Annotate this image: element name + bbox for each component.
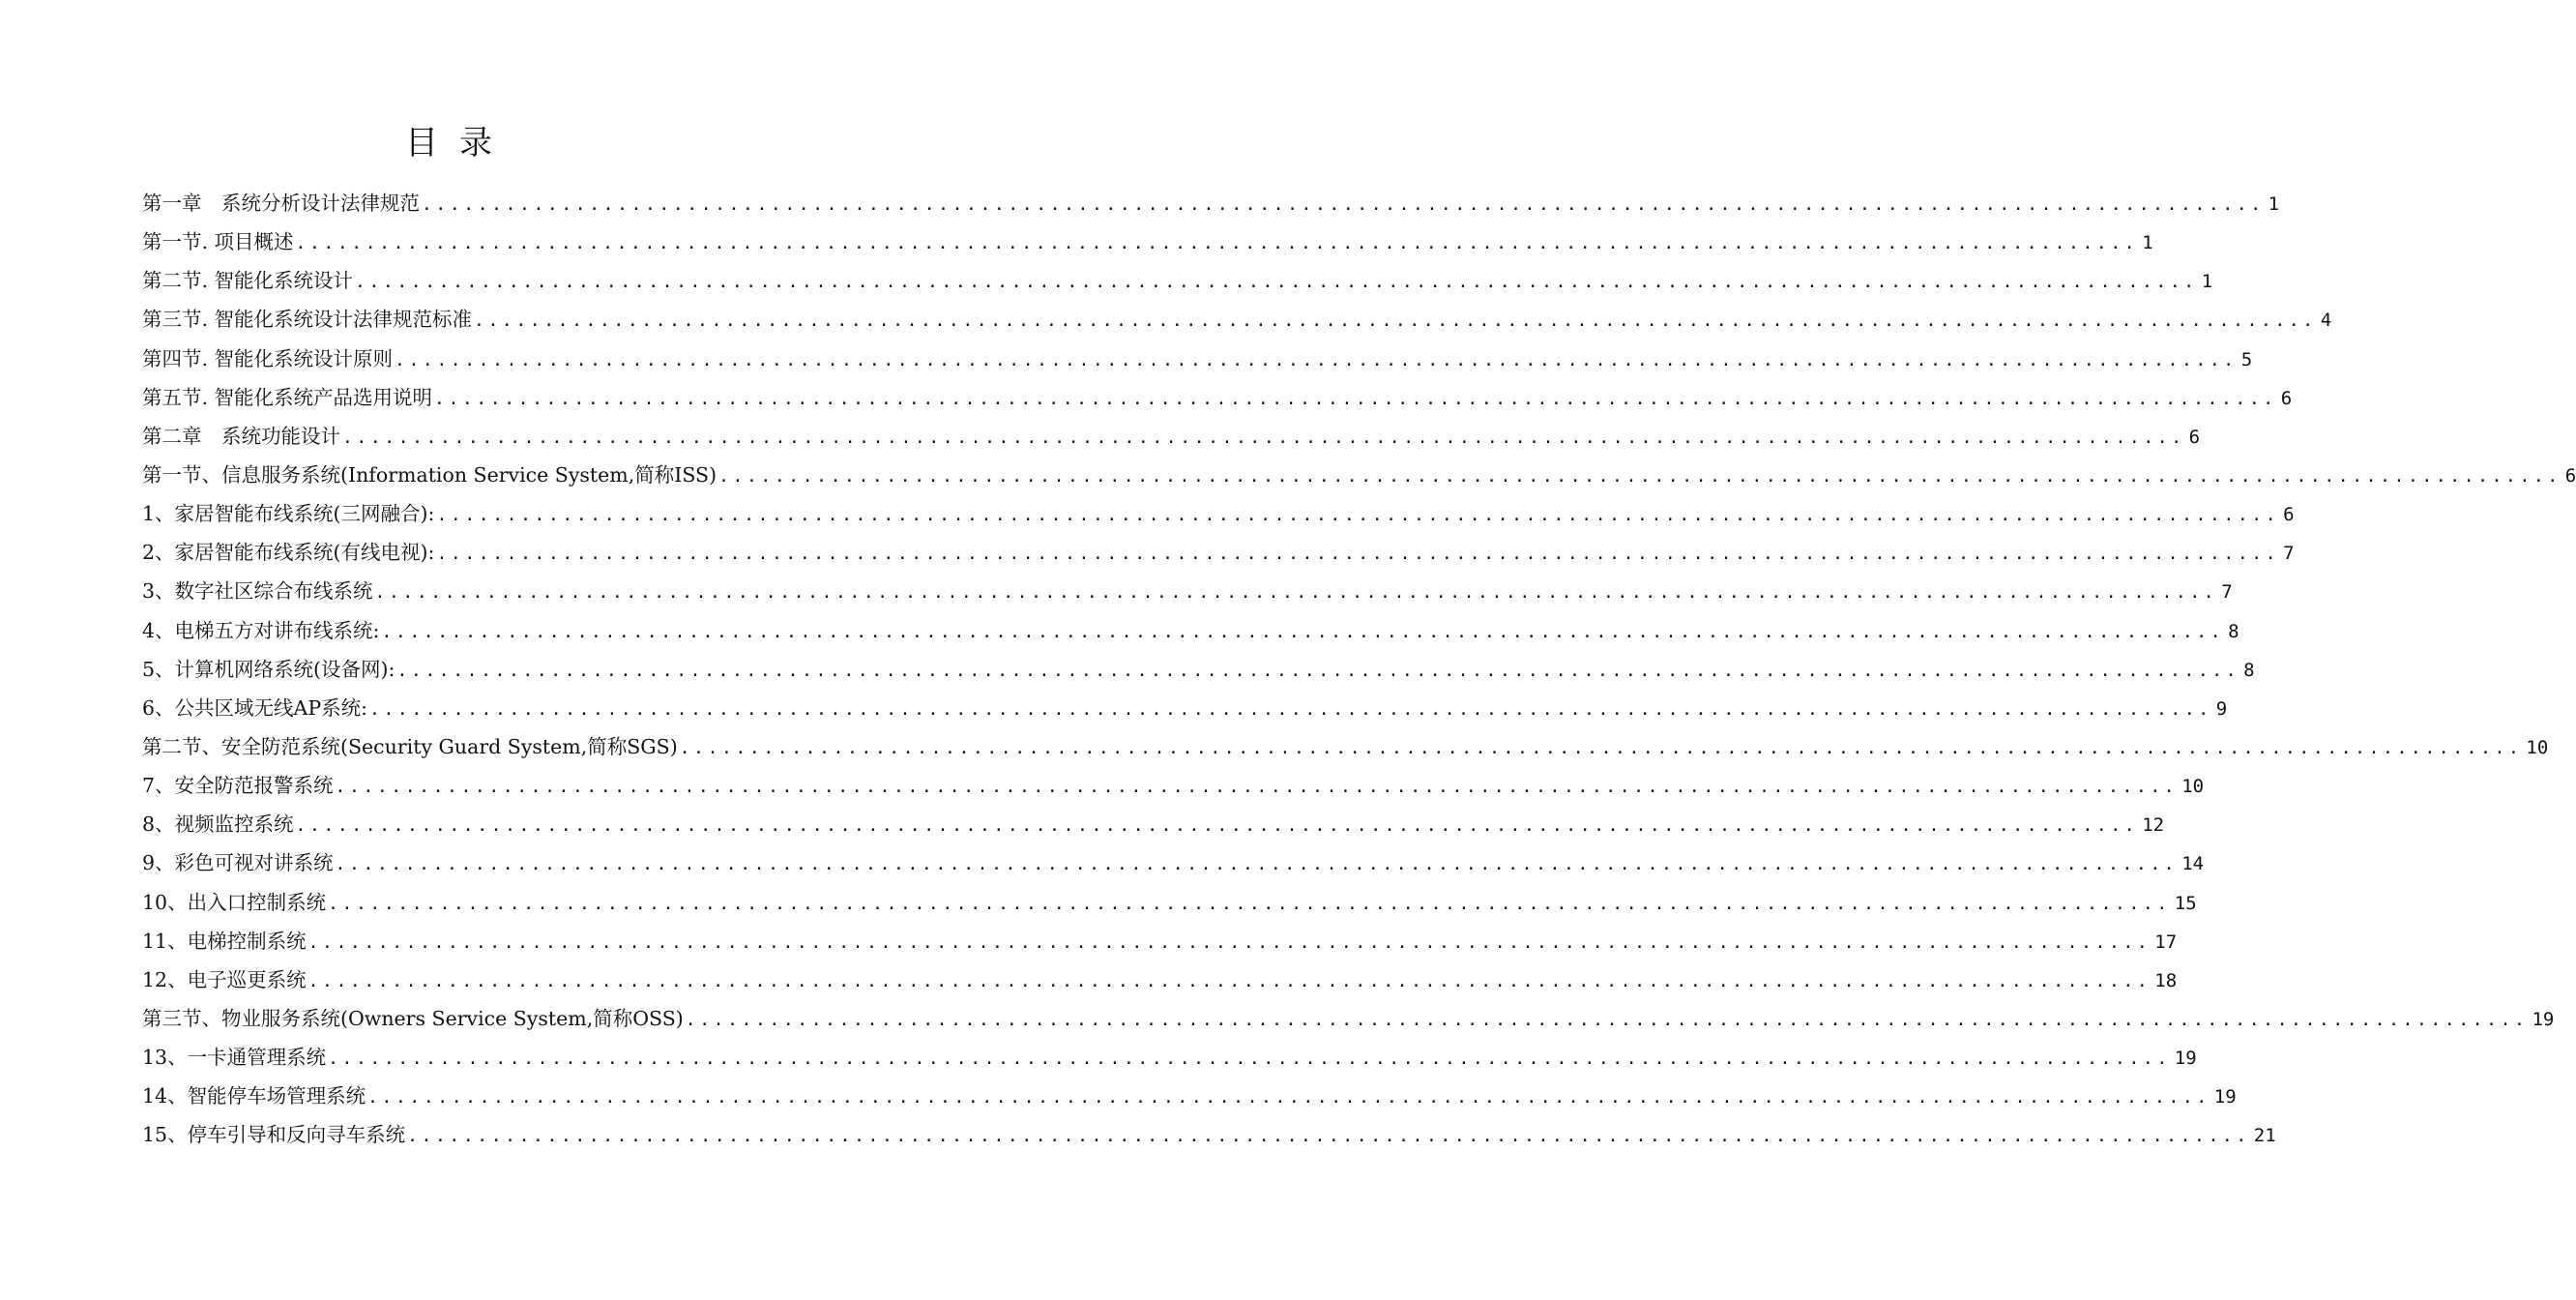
toc-leader-dots (393, 341, 2238, 380)
toc-page-number: 9 (2215, 697, 2228, 720)
toc-entry-label: 第二节. 智能化系统设计 (142, 269, 354, 293)
toc-leader-dots (366, 1078, 2210, 1117)
toc-entry[interactable] (142, 999, 2555, 1038)
toc-page-number: 6 (2283, 504, 2295, 526)
toc-entry[interactable] (142, 184, 2280, 222)
toc-leader-dots (294, 224, 2139, 263)
toc-entry-label: 9、彩色可视对讲系统 (142, 851, 334, 875)
toc-page-number: 21 (2253, 1125, 2276, 1147)
toc-entry[interactable] (142, 611, 2239, 650)
toc-leader-dots (307, 962, 2152, 1001)
toc-entry-label: 第四节. 智能化系统设计原则 (142, 346, 394, 370)
toc-entry-label: 12、电子巡更系统 (142, 967, 307, 991)
toc-entry-label: 15、停车引导和反向寻车系统 (142, 1123, 406, 1147)
toc-entry-label: 第三节. 智能化系统设计法律规范标准 (142, 308, 473, 332)
toc-page-number: 8 (2243, 659, 2255, 681)
toc-leader-dots (373, 574, 2218, 612)
table-of-contents (142, 184, 2576, 1155)
toc-entry[interactable] (142, 1077, 2237, 1115)
toc-entry[interactable] (142, 572, 2233, 610)
toc-entry-label: 4、电梯五方对讲布线系统: (142, 618, 380, 642)
toc-entry-label: 第三节、物业服务系统(Owners Service System,简称OSS) (142, 1006, 684, 1030)
toc-page-number: 4 (2320, 310, 2332, 332)
toc-entry[interactable] (142, 922, 2178, 960)
toc-entry[interactable] (142, 222, 2153, 261)
toc-leader-dots (432, 380, 2277, 419)
toc-leader-dots (353, 263, 2198, 302)
page-title: 目录 (405, 124, 513, 162)
toc-leader-dots (307, 924, 2152, 962)
toc-page-number: 8 (2228, 620, 2239, 642)
toc-leader-dots (367, 691, 2212, 729)
toc-leader-dots (334, 845, 2179, 884)
toc-entry-label: 2、家居智能布线系统(有线电视): (142, 541, 435, 565)
toc-entry-label: 14、智能停车场管理系统 (142, 1084, 366, 1108)
toc-entry-label: 第一章 系统分析设计法律规范 (142, 192, 420, 215)
toc-entry[interactable] (142, 1038, 2197, 1077)
toc-entry-label: 10、出入口控制系统 (142, 890, 327, 914)
toc-entry[interactable] (142, 417, 2201, 456)
toc-entry[interactable] (142, 689, 2228, 727)
toc-page-number: 17 (2154, 931, 2178, 953)
toc-page-number: 7 (2221, 581, 2233, 604)
toc-entry-label: 11、电梯控制系统 (142, 929, 307, 953)
toc-entry[interactable] (142, 378, 2293, 417)
toc-page-number: 18 (2154, 969, 2178, 991)
toc-leader-dots (434, 535, 2279, 574)
toc-page-number: 19 (2213, 1086, 2237, 1108)
toc-page-number: 5 (2240, 348, 2253, 370)
toc-page-number: 6 (2564, 464, 2576, 487)
toc-leader-dots (434, 496, 2279, 535)
toc-entry-label: 5、计算机网络系统(设备网): (142, 657, 395, 681)
toc-entry-label: 第一节. 项目概述 (142, 230, 294, 254)
toc-entry-label: 第五节. 智能化系统产品选用说明 (142, 385, 433, 409)
toc-entry[interactable] (142, 456, 2576, 494)
toc-entry-label: 第二章 系统功能设计 (142, 424, 340, 448)
toc-entry[interactable] (142, 533, 2295, 572)
toc-entry-label: 3、数字社区综合布线系统 (142, 579, 373, 604)
toc-leader-dots (340, 419, 2185, 458)
toc-leader-dots (326, 1040, 2171, 1078)
toc-entry[interactable] (142, 650, 2255, 689)
toc-leader-dots (294, 807, 2139, 845)
toc-entry[interactable] (142, 494, 2295, 533)
toc-leader-dots (326, 885, 2171, 924)
toc-page-number: 1 (2268, 193, 2280, 215)
toc-page-number: 19 (2174, 1048, 2197, 1070)
toc-page-number: 15 (2174, 892, 2197, 914)
toc-entry[interactable] (142, 805, 2165, 843)
toc-page-number: 6 (2280, 387, 2293, 409)
toc-page-number: 12 (2142, 814, 2165, 837)
toc-entry-label: 13、一卡通管理系统 (142, 1046, 327, 1070)
toc-page-number: 1 (2201, 271, 2213, 293)
toc-page-number: 10 (2181, 776, 2205, 798)
toc-entry[interactable] (142, 1115, 2276, 1154)
toc-entry-label: 第一节、信息服务系统(Information Service System,简称ISS) (142, 462, 717, 487)
toc-entry-label: 6、公共区域无线AP系统: (142, 695, 368, 720)
toc-entry-label: 1、家居智能布线系统(三网融合): (142, 502, 435, 526)
toc-leader-dots (405, 1117, 2250, 1156)
toc-page-number: 7 (2283, 543, 2295, 565)
toc-entry[interactable] (142, 727, 2549, 766)
toc-leader-dots (334, 768, 2179, 807)
toc-entry[interactable] (142, 766, 2205, 805)
toc-page-number: 10 (2526, 736, 2549, 758)
toc-entry[interactable] (142, 340, 2253, 378)
toc-page-number: 6 (2188, 426, 2201, 448)
toc-entry[interactable] (142, 300, 2332, 339)
toc-entry[interactable] (142, 261, 2213, 300)
toc-leader-dots (379, 613, 2224, 652)
toc-entry-label: 第二节、安全防范系统(Security Guard System,简称SGS) (142, 734, 678, 758)
toc-entry[interactable] (142, 883, 2197, 922)
toc-leader-dots (395, 652, 2239, 691)
toc-leader-dots (717, 458, 2561, 496)
toc-entry[interactable] (142, 960, 2178, 999)
toc-page-number: 14 (2181, 853, 2205, 875)
toc-page-number: 19 (2532, 1008, 2555, 1030)
toc-leader-dots (420, 186, 2265, 224)
toc-leader-dots (684, 1001, 2529, 1040)
toc-leader-dots (472, 302, 2317, 340)
toc-entry[interactable] (142, 843, 2205, 882)
toc-entry-label: 7、安全防范报警系统 (142, 774, 334, 798)
toc-page-number: 1 (2142, 232, 2153, 254)
toc-entry-label: 8、视频监控系统 (142, 812, 294, 837)
toc-leader-dots (678, 729, 2523, 768)
